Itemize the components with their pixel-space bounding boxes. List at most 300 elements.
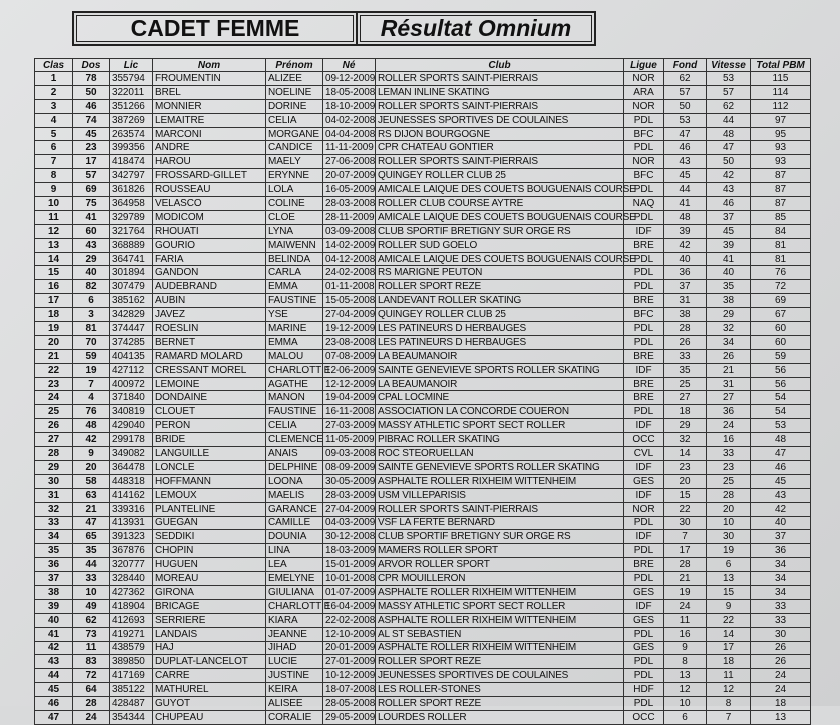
league-cell: GES [624, 474, 664, 488]
club-cell: ROLLER SPORT REZE [376, 280, 624, 294]
fond-cell: 9 [664, 641, 707, 655]
fond-cell: 8 [664, 655, 707, 669]
club-cell: LES PATINEURS D HERBAUGES [376, 322, 624, 336]
firstname-cell: GIULIANA [266, 585, 323, 599]
table-row [35, 530, 811, 544]
firstname-cell: CELIA [266, 113, 323, 127]
lastname-cell: JAVEZ [153, 308, 266, 322]
vitesse-cell: 38 [707, 294, 751, 308]
club-cell: ROLLER SPORT REZE [376, 655, 624, 669]
fond-cell: 57 [664, 85, 707, 99]
birthdate-cell: 19-12-2009 [323, 322, 376, 336]
club-cell: ROLLER CLUB COURSE AYTRE [376, 197, 624, 211]
vitesse-cell: 15 [707, 585, 751, 599]
table-row [35, 197, 811, 211]
bib-cell: 11 [73, 641, 110, 655]
vitesse-cell: 41 [707, 252, 751, 266]
rank-cell: 30 [35, 474, 73, 488]
column-header: Lic [110, 59, 153, 72]
firstname-cell: AGATHE [266, 377, 323, 391]
lastname-cell: AUBIN [153, 294, 266, 308]
bib-cell: 24 [73, 710, 110, 724]
lastname-cell: CHUPEAU [153, 710, 266, 724]
league-cell: IDF [624, 460, 664, 474]
fond-cell: 23 [664, 460, 707, 474]
vitesse-cell: 18 [707, 655, 751, 669]
fond-cell: 46 [664, 141, 707, 155]
firstname-cell: JIHAD [266, 641, 323, 655]
birthdate-cell: 29-05-2009 [323, 710, 376, 724]
table-row [35, 488, 811, 502]
club-cell: AL ST SEBASTIEN [376, 627, 624, 641]
table-row [35, 447, 811, 461]
club-cell: VSF LA FERTE BERNARD [376, 516, 624, 530]
firstname-cell: LEA [266, 558, 323, 572]
bib-cell: 40 [73, 266, 110, 280]
birthdate-cell: 23-08-2008 [323, 335, 376, 349]
bib-cell: 81 [73, 322, 110, 336]
birthdate-cell: 18-05-2008 [323, 85, 376, 99]
rank-cell: 47 [35, 710, 73, 724]
bib-cell: 23 [73, 141, 110, 155]
bib-cell: 17 [73, 155, 110, 169]
club-cell: RS DIJON BOURGOGNE [376, 127, 624, 141]
total-cell: 46 [751, 460, 811, 474]
total-cell: 26 [751, 641, 811, 655]
league-cell: BRE [624, 558, 664, 572]
table-row [35, 308, 811, 322]
birthdate-cell: 28-05-2008 [323, 697, 376, 711]
birthdate-cell: 16-05-2009 [323, 183, 376, 197]
total-cell: 85 [751, 210, 811, 224]
lastname-cell: BRICAGE [153, 599, 266, 613]
league-cell: HDF [624, 683, 664, 697]
licence-cell: 322011 [110, 85, 153, 99]
bib-cell: 4 [73, 391, 110, 405]
fond-cell: 28 [664, 322, 707, 336]
rank-cell: 22 [35, 363, 73, 377]
total-cell: 47 [751, 447, 811, 461]
vitesse-cell: 57 [707, 85, 751, 99]
league-cell: BRE [624, 238, 664, 252]
league-cell: NAQ [624, 197, 664, 211]
club-cell: AMICALE LAIQUE DES COUETS BOUGUENAIS COURSE [376, 183, 624, 197]
licence-cell: 427362 [110, 585, 153, 599]
fond-cell: 42 [664, 238, 707, 252]
birthdate-cell: 20-01-2009 [323, 641, 376, 655]
table-header-row [35, 59, 811, 72]
column-header: Dos [73, 59, 110, 72]
lastname-cell: GANDON [153, 266, 266, 280]
bib-cell: 74 [73, 113, 110, 127]
birthdate-cell: 01-07-2009 [323, 585, 376, 599]
table-row [35, 349, 811, 363]
lastname-cell: FROSSARD-GILLET [153, 169, 266, 183]
fond-cell: 40 [664, 252, 707, 266]
lastname-cell: CHOPIN [153, 544, 266, 558]
table-row [35, 377, 811, 391]
rank-cell: 36 [35, 558, 73, 572]
lastname-cell: ROESLIN [153, 322, 266, 336]
total-cell: 76 [751, 266, 811, 280]
league-cell: IDF [624, 419, 664, 433]
birthdate-cell: 01-11-2008 [323, 280, 376, 294]
firstname-cell: BELINDA [266, 252, 323, 266]
column-header: Ligue [624, 59, 664, 72]
rank-cell: 5 [35, 127, 73, 141]
birthdate-cell: 15-05-2008 [323, 294, 376, 308]
licence-cell: 389850 [110, 655, 153, 669]
table-row [35, 280, 811, 294]
fond-cell: 32 [664, 433, 707, 447]
vitesse-cell: 35 [707, 280, 751, 294]
vitesse-cell: 43 [707, 183, 751, 197]
club-cell: ASPHALTE ROLLER RIXHEIM WITTENHEIM [376, 585, 624, 599]
firstname-cell: CELIA [266, 419, 323, 433]
table-row [35, 169, 811, 183]
rank-cell: 7 [35, 155, 73, 169]
club-cell: ARVOR ROLLER SPORT [376, 558, 624, 572]
birthdate-cell: 16-04-2009 [323, 599, 376, 613]
bib-cell: 83 [73, 655, 110, 669]
club-cell: JEUNESSES SPORTIVES DE COULAINES [376, 669, 624, 683]
league-cell: PDL [624, 572, 664, 586]
vitesse-cell: 42 [707, 169, 751, 183]
vitesse-cell: 13 [707, 572, 751, 586]
lastname-cell: LEMAITRE [153, 113, 266, 127]
bib-cell: 58 [73, 474, 110, 488]
league-cell: BFC [624, 308, 664, 322]
column-header: Total PBM [751, 59, 811, 72]
league-cell: BRE [624, 349, 664, 363]
fond-cell: 47 [664, 127, 707, 141]
licence-cell: 342797 [110, 169, 153, 183]
birthdate-cell: 03-09-2008 [323, 224, 376, 238]
rank-cell: 6 [35, 141, 73, 155]
rank-cell: 38 [35, 585, 73, 599]
lastname-cell: SEDDIKI [153, 530, 266, 544]
league-cell: NOR [624, 155, 664, 169]
table-row [35, 183, 811, 197]
club-cell: QUINGEY ROLLER CLUB 25 [376, 308, 624, 322]
total-cell: 54 [751, 391, 811, 405]
league-cell: NOR [624, 99, 664, 113]
rank-cell: 1 [35, 72, 73, 86]
lastname-cell: VELASCO [153, 197, 266, 211]
vitesse-cell: 16 [707, 433, 751, 447]
fond-cell: 39 [664, 224, 707, 238]
rank-cell: 46 [35, 697, 73, 711]
table-row [35, 266, 811, 280]
league-cell: OCC [624, 433, 664, 447]
licence-cell: 321764 [110, 224, 153, 238]
league-cell: BRE [624, 294, 664, 308]
total-cell: 45 [751, 474, 811, 488]
birthdate-cell: 08-09-2009 [323, 460, 376, 474]
league-cell: BFC [624, 169, 664, 183]
fond-cell: 38 [664, 308, 707, 322]
league-cell: GES [624, 613, 664, 627]
results-table [34, 58, 811, 725]
table-row [35, 99, 811, 113]
league-cell: PDL [624, 405, 664, 419]
rank-cell: 23 [35, 377, 73, 391]
rank-cell: 19 [35, 322, 73, 336]
firstname-cell: CHARLOTT E [266, 599, 323, 613]
table-row [35, 697, 811, 711]
firstname-cell: MORGANE [266, 127, 323, 141]
licence-cell: 448318 [110, 474, 153, 488]
total-cell: 87 [751, 169, 811, 183]
table-row [35, 127, 811, 141]
lastname-cell: RAMARD MOLARD [153, 349, 266, 363]
rank-cell: 40 [35, 613, 73, 627]
fond-cell: 41 [664, 197, 707, 211]
birthdate-cell: 19-04-2009 [323, 391, 376, 405]
rank-cell: 20 [35, 335, 73, 349]
league-cell: PDL [624, 655, 664, 669]
bib-cell: 29 [73, 252, 110, 266]
firstname-cell: MANON [266, 391, 323, 405]
fond-cell: 35 [664, 363, 707, 377]
licence-cell: 364958 [110, 197, 153, 211]
total-cell: 36 [751, 544, 811, 558]
licence-cell: 367876 [110, 544, 153, 558]
birthdate-cell: 16-11-2008 [323, 405, 376, 419]
vitesse-cell: 27 [707, 391, 751, 405]
lastname-cell: LANGUILLE [153, 447, 266, 461]
fond-cell: 20 [664, 474, 707, 488]
vitesse-cell: 40 [707, 266, 751, 280]
league-cell: PDL [624, 183, 664, 197]
birthdate-cell: 12-12-2009 [323, 377, 376, 391]
fond-cell: 18 [664, 405, 707, 419]
fond-cell: 24 [664, 599, 707, 613]
league-cell: PDL [624, 544, 664, 558]
lastname-cell: PERON [153, 419, 266, 433]
club-cell: LA BEAUMANOIR [376, 377, 624, 391]
bib-cell: 46 [73, 99, 110, 113]
licence-cell: 351266 [110, 99, 153, 113]
bib-cell: 43 [73, 238, 110, 252]
club-cell: CPR CHATEAU GONTIER [376, 141, 624, 155]
bib-cell: 28 [73, 697, 110, 711]
total-cell: 33 [751, 599, 811, 613]
bib-cell: 73 [73, 627, 110, 641]
fond-cell: 31 [664, 294, 707, 308]
table-row [35, 72, 811, 86]
firstname-cell: LOLA [266, 183, 323, 197]
vitesse-cell: 62 [707, 99, 751, 113]
table-row [35, 474, 811, 488]
licence-cell: 364478 [110, 460, 153, 474]
bib-cell: 33 [73, 572, 110, 586]
birthdate-cell: 28-11-2009 [323, 210, 376, 224]
lastname-cell: LEMOINE [153, 377, 266, 391]
fond-cell: 43 [664, 155, 707, 169]
event-title: Résultat Omnium [356, 11, 596, 46]
birthdate-cell: 04-04-2008 [323, 127, 376, 141]
total-cell: 42 [751, 502, 811, 516]
club-cell: PIBRAC ROLLER SKATING [376, 433, 624, 447]
rank-cell: 10 [35, 197, 73, 211]
firstname-cell: DELPHINE [266, 460, 323, 474]
bib-cell: 70 [73, 335, 110, 349]
bib-cell: 49 [73, 599, 110, 613]
bib-cell: 82 [73, 280, 110, 294]
fond-cell: 36 [664, 266, 707, 280]
club-cell: CPR MOUILLERON [376, 572, 624, 586]
vitesse-cell: 10 [707, 516, 751, 530]
lastname-cell: HOFFMANN [153, 474, 266, 488]
rank-cell: 45 [35, 683, 73, 697]
bib-cell: 19 [73, 363, 110, 377]
vitesse-cell: 20 [707, 502, 751, 516]
league-cell: CVL [624, 447, 664, 461]
bib-cell: 45 [73, 127, 110, 141]
firstname-cell: KEIRA [266, 683, 323, 697]
club-cell: LES ROLLER-STONES [376, 683, 624, 697]
fond-cell: 16 [664, 627, 707, 641]
table-row [35, 683, 811, 697]
firstname-cell: MAELIS [266, 488, 323, 502]
firstname-cell: KIARA [266, 613, 323, 627]
total-cell: 84 [751, 224, 811, 238]
total-cell: 18 [751, 697, 811, 711]
rank-cell: 9 [35, 183, 73, 197]
vitesse-cell: 46 [707, 197, 751, 211]
league-cell: PDL [624, 141, 664, 155]
fond-cell: 27 [664, 391, 707, 405]
rank-cell: 39 [35, 599, 73, 613]
table-row [35, 710, 811, 724]
firstname-cell: COLINE [266, 197, 323, 211]
table-row [35, 460, 811, 474]
firstname-cell: EMMA [266, 335, 323, 349]
rank-cell: 27 [35, 433, 73, 447]
firstname-cell: EMMA [266, 280, 323, 294]
league-cell: PDL [624, 697, 664, 711]
licence-cell: 438579 [110, 641, 153, 655]
table-row [35, 252, 811, 266]
rank-cell: 25 [35, 405, 73, 419]
league-cell: IDF [624, 488, 664, 502]
total-cell: 54 [751, 405, 811, 419]
bib-cell: 65 [73, 530, 110, 544]
lastname-cell: MARCONI [153, 127, 266, 141]
birthdate-cell: 04-12-2008 [323, 252, 376, 266]
licence-cell: 339316 [110, 502, 153, 516]
licence-cell: 307479 [110, 280, 153, 294]
vitesse-cell: 9 [707, 599, 751, 613]
firstname-cell: CARLA [266, 266, 323, 280]
total-cell: 112 [751, 99, 811, 113]
rank-cell: 26 [35, 419, 73, 433]
birthdate-cell: 10-12-2009 [323, 669, 376, 683]
club-cell: CPAL LOCMINE [376, 391, 624, 405]
total-cell: 114 [751, 85, 811, 99]
table-row [35, 85, 811, 99]
league-cell: BFC [624, 127, 664, 141]
total-cell: 67 [751, 308, 811, 322]
licence-cell: 349082 [110, 447, 153, 461]
table-row [35, 544, 811, 558]
league-cell: PDL [624, 627, 664, 641]
lastname-cell: MONNIER [153, 99, 266, 113]
rank-cell: 16 [35, 280, 73, 294]
table-row [35, 141, 811, 155]
birthdate-cell: 12-06-2009 [323, 363, 376, 377]
fond-cell: 10 [664, 697, 707, 711]
fond-cell: 50 [664, 99, 707, 113]
league-cell: PDL [624, 280, 664, 294]
lastname-cell: LEMOUX [153, 488, 266, 502]
total-cell: 33 [751, 613, 811, 627]
vitesse-cell: 36 [707, 405, 751, 419]
total-cell: 13 [751, 710, 811, 724]
firstname-cell: LINA [266, 544, 323, 558]
bib-cell: 44 [73, 558, 110, 572]
firstname-cell: MAIWENN [266, 238, 323, 252]
total-cell: 37 [751, 530, 811, 544]
total-cell: 40 [751, 516, 811, 530]
fond-cell: 37 [664, 280, 707, 294]
league-cell: PDL [624, 266, 664, 280]
lastname-cell: DONDAINE [153, 391, 266, 405]
vitesse-cell: 22 [707, 613, 751, 627]
licence-cell: 427112 [110, 363, 153, 377]
club-cell: MAMERS ROLLER SPORT [376, 544, 624, 558]
birthdate-cell: 22-02-2008 [323, 613, 376, 627]
firstname-cell: ANAIS [266, 447, 323, 461]
club-cell: LOURDES ROLLER [376, 710, 624, 724]
licence-cell: 414162 [110, 488, 153, 502]
vitesse-cell: 23 [707, 460, 751, 474]
fond-cell: 44 [664, 183, 707, 197]
rank-cell: 4 [35, 113, 73, 127]
vitesse-cell: 37 [707, 210, 751, 224]
firstname-cell: FAUSTINE [266, 405, 323, 419]
firstname-cell: ERYNNE [266, 169, 323, 183]
lastname-cell: MOREAU [153, 572, 266, 586]
licence-cell: 299178 [110, 433, 153, 447]
rank-cell: 34 [35, 530, 73, 544]
vitesse-cell: 39 [707, 238, 751, 252]
fond-cell: 28 [664, 558, 707, 572]
vitesse-cell: 32 [707, 322, 751, 336]
rank-cell: 43 [35, 655, 73, 669]
lastname-cell: DUPLAT-LANCELOT [153, 655, 266, 669]
firstname-cell: LYNA [266, 224, 323, 238]
league-cell: NOR [624, 72, 664, 86]
bib-cell: 41 [73, 210, 110, 224]
column-header: Clas [35, 59, 73, 72]
firstname-cell: CLEMENCE [266, 433, 323, 447]
table-row [35, 322, 811, 336]
table-row [35, 627, 811, 641]
vitesse-cell: 50 [707, 155, 751, 169]
fond-cell: 11 [664, 613, 707, 627]
birthdate-cell: 12-10-2009 [323, 627, 376, 641]
total-cell: 56 [751, 363, 811, 377]
licence-cell: 371840 [110, 391, 153, 405]
table-row [35, 155, 811, 169]
lastname-cell: CLOUET [153, 405, 266, 419]
vitesse-cell: 8 [707, 697, 751, 711]
club-cell: ASSOCIATION LA CONCORDE COUERON [376, 405, 624, 419]
licence-cell: 404135 [110, 349, 153, 363]
total-cell: 34 [751, 572, 811, 586]
